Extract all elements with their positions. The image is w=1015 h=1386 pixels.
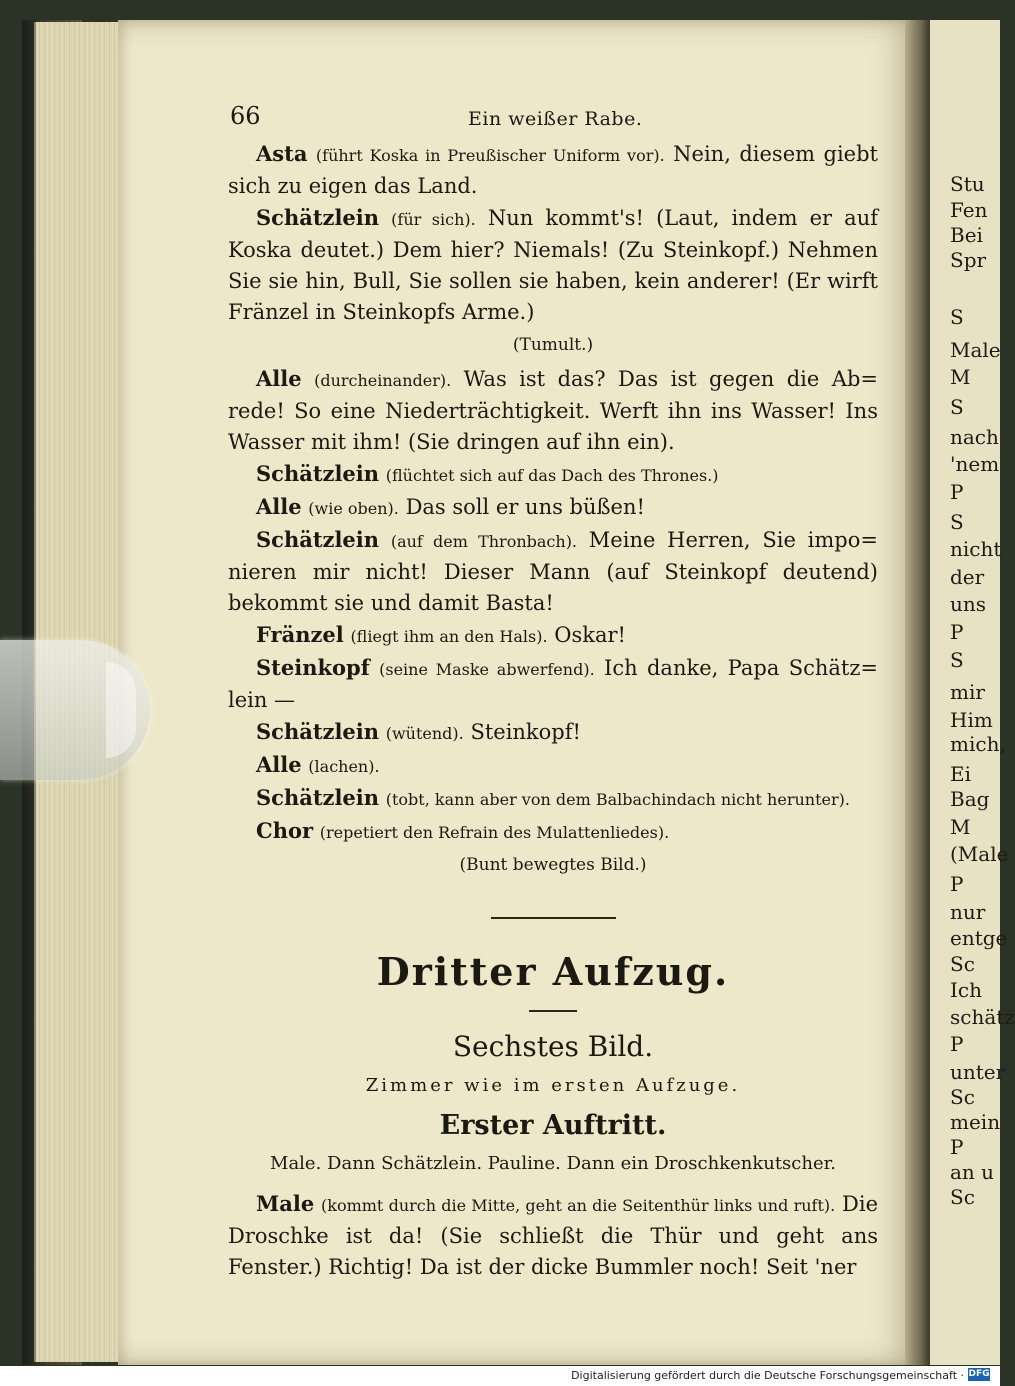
speaker-name: Chor bbox=[256, 818, 314, 843]
dialogue-line bbox=[228, 138, 878, 202]
right-page-word: M bbox=[950, 815, 971, 839]
dialogue-text: Oskar! bbox=[554, 623, 626, 647]
speaker-name: Schätzlein bbox=[256, 205, 380, 230]
right-page-word: Bei bbox=[950, 223, 983, 247]
speaker-name: Schätzlein bbox=[256, 527, 380, 552]
dialogue-text: Steinkopf! bbox=[470, 720, 581, 744]
right-page-word: P bbox=[950, 620, 964, 644]
stage-direction: (Tumult.) bbox=[512, 335, 594, 355]
speaker-name: Asta bbox=[256, 141, 308, 166]
dialogue-line bbox=[228, 716, 878, 749]
right-page-word: Stu bbox=[950, 172, 985, 196]
stage-direction: (seine Maske abwerfend). bbox=[379, 660, 595, 679]
speaker-name: Schätzlein bbox=[256, 461, 380, 486]
auftritt-title: Erster Auftritt. bbox=[439, 1110, 667, 1141]
right-page-word: mir bbox=[950, 680, 985, 704]
right-page-word: S bbox=[950, 395, 964, 419]
dialogue-text: Meine Herren, Sie impo= nieren mir nicht! Dieser Mann (auf Steinkopf deutend) bekommt sie und damit Basta! bbox=[228, 528, 878, 615]
footer-credit: Digitalisierung gefördert durch die Deutsche Forschungsgemeinschaft · bbox=[571, 1369, 964, 1382]
right-page-word: M bbox=[950, 365, 971, 389]
running-title: Ein weißer Rabe. bbox=[468, 108, 643, 130]
right-page-word: P bbox=[950, 872, 964, 896]
stage-direction: (flüchtet sich auf das Dach des Thrones.) bbox=[385, 466, 719, 485]
right-page-word: unter bbox=[950, 1060, 1006, 1084]
cast-list: Male. Dann Schätzlein. Pauline. Dann ein Droschkenkutscher. bbox=[270, 1153, 836, 1174]
stage-direction: (repetiert den Refrain des Mulattenliedes). bbox=[319, 823, 670, 842]
right-page-word: Fen bbox=[950, 198, 988, 222]
dialogue-line bbox=[228, 1188, 878, 1283]
stage-direction: (wütend). bbox=[385, 724, 464, 743]
dialogue-line bbox=[228, 491, 878, 524]
right-page-word: der bbox=[950, 565, 985, 589]
dialogue-line bbox=[228, 652, 878, 716]
right-page-word: P bbox=[950, 1135, 964, 1159]
dialogue-line bbox=[228, 782, 878, 815]
speaker-name: Schätzlein bbox=[256, 719, 380, 744]
dialogue-text: Die Droschke ist da! (Sie schließt die Thür und geht ans Fenster.) Richtig! Da ist der dicke Bummler noch! Seit 'ner bbox=[228, 1192, 878, 1279]
stage-direction: (für sich). bbox=[391, 210, 476, 229]
right-page-word: P bbox=[950, 480, 964, 504]
page-content bbox=[228, 98, 878, 1283]
speaker-name: Steinkopf bbox=[256, 655, 370, 680]
stage-direction: (auf dem Thronbach). bbox=[390, 532, 578, 551]
dfg-logo: DFG bbox=[968, 1369, 990, 1379]
page-header bbox=[228, 98, 878, 138]
speaker-name: Alle bbox=[256, 366, 302, 391]
right-page-word: uns bbox=[950, 592, 987, 616]
dialogue-line bbox=[228, 619, 878, 652]
right-page-word: an u bbox=[950, 1160, 995, 1184]
speaker-name: Schätzlein bbox=[256, 785, 380, 810]
dialogue-line bbox=[228, 202, 878, 328]
right-page-word: (Male bbox=[950, 842, 1009, 866]
right-page-word: nach bbox=[950, 425, 999, 449]
right-page-word: entge bbox=[950, 926, 1008, 950]
speaker-name: Male bbox=[256, 1191, 315, 1216]
stage-direction: (fliegt ihm an den Hals). bbox=[350, 627, 548, 646]
right-page-word: nur bbox=[950, 900, 986, 924]
setting-text: Zimmer wie im ersten Aufzuge. bbox=[365, 1075, 741, 1096]
right-page-word: Sc bbox=[950, 1185, 975, 1209]
dialogue-text: Nein, diesem giebt sich zu eigen das Land. bbox=[228, 142, 878, 198]
dialogue-line bbox=[228, 815, 878, 848]
stage-direction: (führt Koska in Preußischer Uniform vor). bbox=[315, 146, 665, 165]
dialogue-line bbox=[228, 458, 878, 491]
speaker-name: Fränzel bbox=[256, 622, 344, 647]
dialogue-text: Das soll er uns büßen! bbox=[405, 495, 645, 519]
right-page-word: Ei bbox=[950, 762, 971, 786]
dialogue-text: Nun kommt's! (Laut, indem er auf Koska deutet.) Dem hier? Niemals! (Zu Steinkopf.) Nehmen Sie sie hin, Bull, Sie sollen sie haben, kein anderer! (Er wirft Fränzel in Steinkopfs Arme.) bbox=[228, 206, 878, 324]
right-page-word: Sc bbox=[950, 1085, 975, 1109]
stage-direction: (wie oben). bbox=[308, 499, 399, 518]
stage-direction: (tobt, kann aber von dem Balbachindach nicht herunter). bbox=[385, 790, 850, 809]
right-page-word: P bbox=[950, 1032, 964, 1056]
right-page-word: Him bbox=[950, 708, 993, 732]
dialogue-line bbox=[228, 363, 878, 458]
dialogue-line bbox=[228, 749, 878, 782]
thumb-holder bbox=[0, 640, 150, 780]
divider bbox=[529, 1010, 577, 1012]
speaker-name: Alle bbox=[256, 752, 302, 777]
right-page-word: Spr bbox=[950, 248, 987, 272]
scene-title: Sechstes Bild. bbox=[452, 1030, 654, 1063]
right-page-fragment bbox=[930, 20, 1015, 1365]
dialogue-text: Was ist das? Das ist gegen die Ab= rede! So eine Niederträchtigkeit. Werft ihn ins Wasser! Ins Wasser mit ihm! (Sie dringen auf ihn ein). bbox=[228, 367, 878, 454]
stage-direction: (Bunt bewegtes Bild.) bbox=[459, 855, 647, 875]
act-title: Dritter Aufzug. bbox=[376, 949, 730, 994]
right-page-word: mein bbox=[950, 1110, 1001, 1134]
right-page-word: Ich bbox=[950, 978, 982, 1002]
right-page-word: Male bbox=[950, 338, 1001, 362]
right-page-word: mich, bbox=[950, 732, 1006, 756]
dialogue-line bbox=[228, 524, 878, 619]
right-page-word: nicht bbox=[950, 537, 1002, 561]
stage-direction: (durcheinander). bbox=[314, 371, 452, 390]
right-page-word: schätz bbox=[950, 1005, 1015, 1029]
right-page-word: S bbox=[950, 510, 964, 534]
page-number: 66 bbox=[230, 102, 261, 130]
right-page-word: Sc bbox=[950, 952, 975, 976]
right-page-word: S bbox=[950, 648, 964, 672]
speaker-name: Alle bbox=[256, 494, 302, 519]
dialogue-text: Ich danke, Papa Schätz= lein — bbox=[228, 656, 878, 712]
right-page-word: S bbox=[950, 305, 964, 329]
right-page-word: Bag bbox=[950, 787, 990, 811]
divider bbox=[491, 917, 616, 919]
right-page-word: 'nem bbox=[950, 452, 1000, 476]
stage-direction: (lachen). bbox=[308, 757, 380, 776]
stage-direction: (kommt durch die Mitte, geht an die Seitenthür links und ruft). bbox=[321, 1196, 836, 1215]
